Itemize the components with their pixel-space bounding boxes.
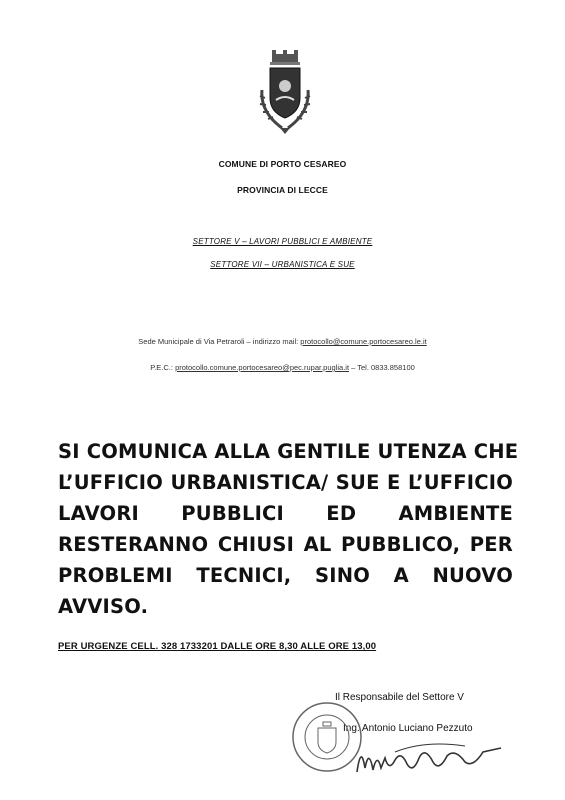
sede-line xyxy=(0,337,565,346)
notice-line: SI COMUNICA ALLA GENTILE UTENZA CHE xyxy=(58,440,519,463)
notice-line: L’UFFICIO URBANISTICA/ SUE E L’UFFICIO xyxy=(58,471,513,494)
settore-vii: SETTORE VII – URBANISTICA E SUE xyxy=(210,260,355,269)
notice-line: PROBLEMI TECNICI, SINO A NUOVO xyxy=(58,564,513,587)
tel-text: – Tel. 0833.858100 xyxy=(349,363,415,372)
notice-line: AVVISO. xyxy=(58,595,149,618)
signatory-name: Ing. Antonio Luciano Pezzuto xyxy=(343,723,473,734)
notice-line: RESTERANNO CHIUSI AL PUBBLICO, PER xyxy=(58,533,513,556)
pec-line xyxy=(0,363,565,372)
notice-text xyxy=(58,436,519,622)
pec-email-link[interactable]: protocollo.comune.portocesareo@pec.rupar.puglia.it xyxy=(175,363,350,372)
signatory-role: Il Responsabile del Settore V xyxy=(335,692,464,703)
provincia-title: PROVINCIA DI LECCE xyxy=(237,185,328,195)
comune-title: COMUNE DI PORTO CESAREO xyxy=(218,159,347,169)
sede-email-link[interactable]: protocollo@comune.portocesareo.le.it xyxy=(300,337,427,346)
sede-prefix: Sede Municipale di Via Petraroli – indirizzo mail: xyxy=(138,337,301,346)
handwritten-signature-icon xyxy=(355,738,505,778)
urgent-contact: PER URGENZE CELL. 328 1733201 DALLE ORE 8,30 ALLE ORE 13,00 xyxy=(58,641,377,652)
notice-line: LAVORI PUBBLICI ED AMBIENTE xyxy=(58,502,513,525)
pec-prefix: P.E.C.: xyxy=(150,363,176,372)
settore-v: SETTORE V – LAVORI PUBBLICI E AMBIENTE xyxy=(192,237,373,246)
municipal-stamp-icon xyxy=(290,700,364,774)
comune-crest-icon xyxy=(252,50,318,142)
